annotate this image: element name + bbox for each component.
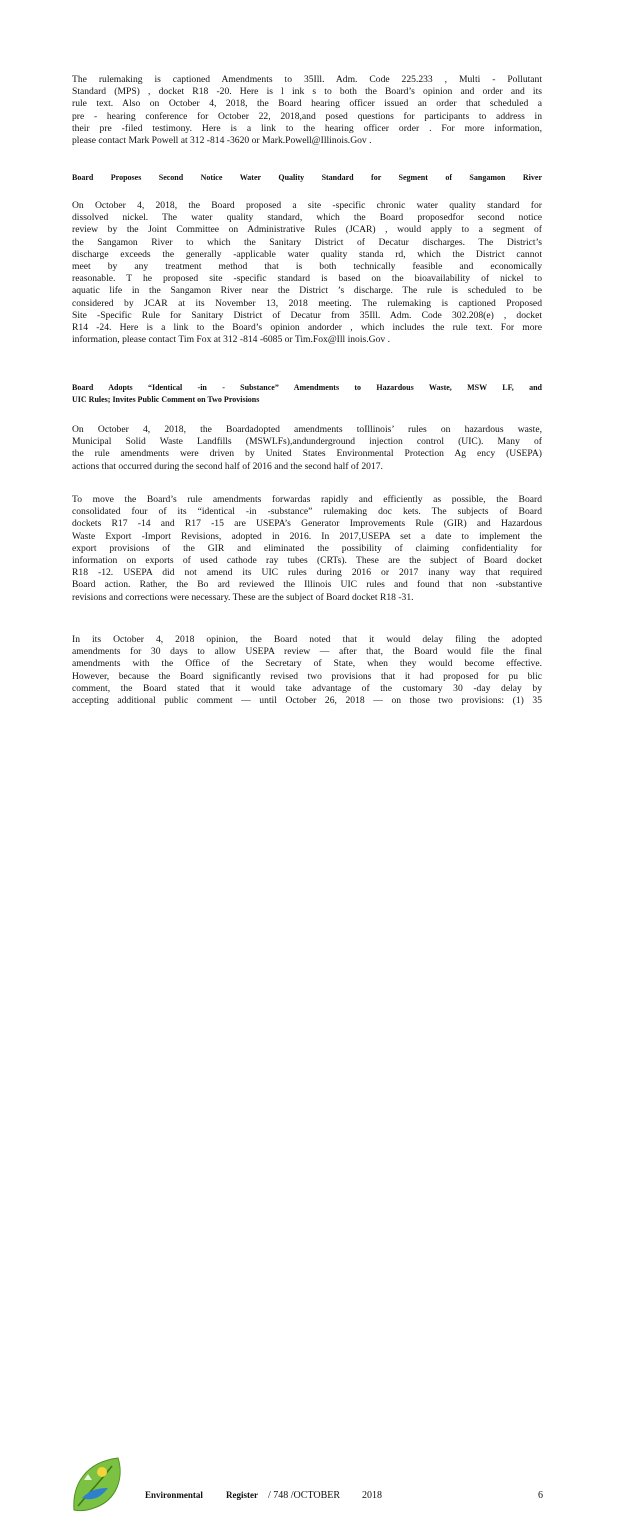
- text-line: reasonable. T he proposed site -specific standard is based on the bioavailability of nickel to: [72, 273, 542, 285]
- text-line: To move the Board’s rule amendments forwardas rapidly and efficiently as possible, the Board: [72, 494, 542, 505]
- section-heading-sangamon: [72, 172, 542, 184]
- text-line: the rule amendments were driven by United States Environmental Protection Ag ency (USEPA): [72, 448, 542, 460]
- text-line: information on exports of used cathode ray tubes (CRTs). These are the subject of Board docket: [72, 555, 542, 567]
- text-line: please contact Mark Powell at 312 -814 -3620 or Mark.Powell@Illinois.Gov .: [72, 135, 372, 147]
- text-line: revisions and corrections were necessary. These are the subject of Board docket R18 -31.: [72, 591, 414, 603]
- text-line: Waste Export -Import Revisions, adopted in 2016. In 2017,USEPA set a date to implement the: [72, 530, 542, 542]
- text-line: Board action. Rather, the Bo ard reviewed the Illinois UIC rules and found that non -substantive: [72, 579, 542, 591]
- text-line: the Sangamon River to which the Sanitary District of Decatur discharges. The District’s: [72, 236, 542, 248]
- page-number: 6: [538, 1490, 543, 1501]
- text-line: actions that occurred during the second half of 2016 and the second half of 2017.: [72, 460, 383, 472]
- text-line: R18 -12. USEPA did not amend its UIC rules during 2016 or 2017 inany way that required: [72, 567, 542, 579]
- text-line: On October 4, 2018, the Board proposed a site -specific chronic water quality standard for: [72, 200, 542, 211]
- heading-text: UIC Rules; Invites Public Comment on Two Provisions: [72, 395, 260, 405]
- text-line: However, because the Board significantly revised two provisions that it had proposed for pu blic: [72, 670, 542, 682]
- text-line: Site -Specific Rule for Sanitary District of Decatur from 35Ill. Adm. Code 302.208(e) , docket: [72, 309, 542, 321]
- text-line: considered by JCAR at its November 13, 2018 meeting. The rulemaking is captioned Proposed: [72, 297, 542, 309]
- paragraph-consolidated-dockets: [72, 494, 542, 604]
- footer-issue: / 748 /OCTOBER: [268, 1490, 341, 1501]
- text-line: aquatic life in the Sangamon River near the District ’s discharge. The rule is scheduled to be: [72, 285, 542, 297]
- paragraph-hazardous-waste-amendments: [72, 424, 542, 473]
- text-line: dissolved nickel. The water quality standard, which the Board proposedfor second notice: [72, 212, 542, 224]
- text-line: meet by any treatment method that is both technically feasible and economically: [72, 261, 542, 273]
- text-line: On October 4, 2018, the Boardadopted amendments toIllinois’ rules on hazardous waste,: [72, 424, 542, 435]
- text-line: consolidated four of its “identical -in -substance” rulemaking doc kets. The subjects of Board: [72, 506, 542, 518]
- section-heading-identical-in-substance: [72, 382, 542, 406]
- text-line: accepting additional public comment — until October 26, 2018 — on those two provisions: (1) 35: [72, 695, 542, 707]
- text-line: The rulemaking is captioned Amendments to 35Ill. Adm. Code 225.233 , Multi - Pollutant: [72, 74, 542, 85]
- text-line: amendments with the Office of the Secretary of State, when they would become effective.: [72, 658, 542, 670]
- text-line: rule text. Also on October 4, 2018, the Board hearing officer issued an order that scheduled a: [72, 98, 542, 110]
- text-line: R14 -24. Here is a link to the Board’s opinion andorder , which includes the rule text. For more: [72, 322, 542, 334]
- text-line: information, please contact Tim Fox at 312 -814 -6085 or Tim.Fox@Ill inois.Gov .: [72, 334, 390, 346]
- text-line: In its October 4, 2018 opinion, the Board noted that it would delay filing the adopted: [72, 634, 542, 645]
- paragraph-nickel-standard: [72, 200, 542, 346]
- text-line: discharge exceeds the generally -applicable water quality standa rd, which the District cannot: [72, 248, 542, 260]
- text-line: Standard (MPS) , docket R18 -20. Here is l ink s to both the Board’s opinion and order and its: [72, 86, 542, 98]
- leaf-logo-icon: [68, 1454, 130, 1516]
- heading-text: Board Adopts “Identical -in - Substance” Amendments to Hazardous Waste, MSW LF, and: [72, 383, 542, 392]
- paragraph-mps-rulemaking: [72, 74, 542, 147]
- footer-publication-register: Register: [226, 1490, 258, 1500]
- text-line: dockets R17 -14 and R17 -15 are USEPA’s Generator Improvements Rule (GIR) and Hazardous: [72, 518, 542, 530]
- page-footer: [0, 728, 618, 1501]
- text-line: review by the Joint Committee on Administrative Rules (JCAR) , would apply to a segment of: [72, 224, 542, 236]
- heading-text: Board Proposes Second Notice Water Quality Standard for Segment of Sangamon River: [72, 173, 542, 182]
- text-line: pre - hearing conference for October 22, 2018,and posed questions for participants to address in: [72, 110, 542, 122]
- footer-publication-name: Environmental: [145, 1490, 203, 1500]
- text-line: amendments for 30 days to allow USEPA review — after that, the Board would file the final: [72, 646, 542, 658]
- text-line: their pre -filed testimony. Here is a link to the hearing officer order . For more information,: [72, 122, 542, 134]
- text-line: Municipal Solid Waste Landfills (MSWLFs),andunderground injection control (UIC). Many of: [72, 436, 542, 448]
- footer-year: 2018: [362, 1490, 382, 1501]
- paragraph-public-comment: [72, 634, 542, 707]
- text-line: export provisions of the GIR and eliminated the possibility of claiming confidentiality for: [72, 542, 542, 554]
- text-line: comment, the Board stated that it would take advantage of the customary 30 -day delay by: [72, 682, 542, 694]
